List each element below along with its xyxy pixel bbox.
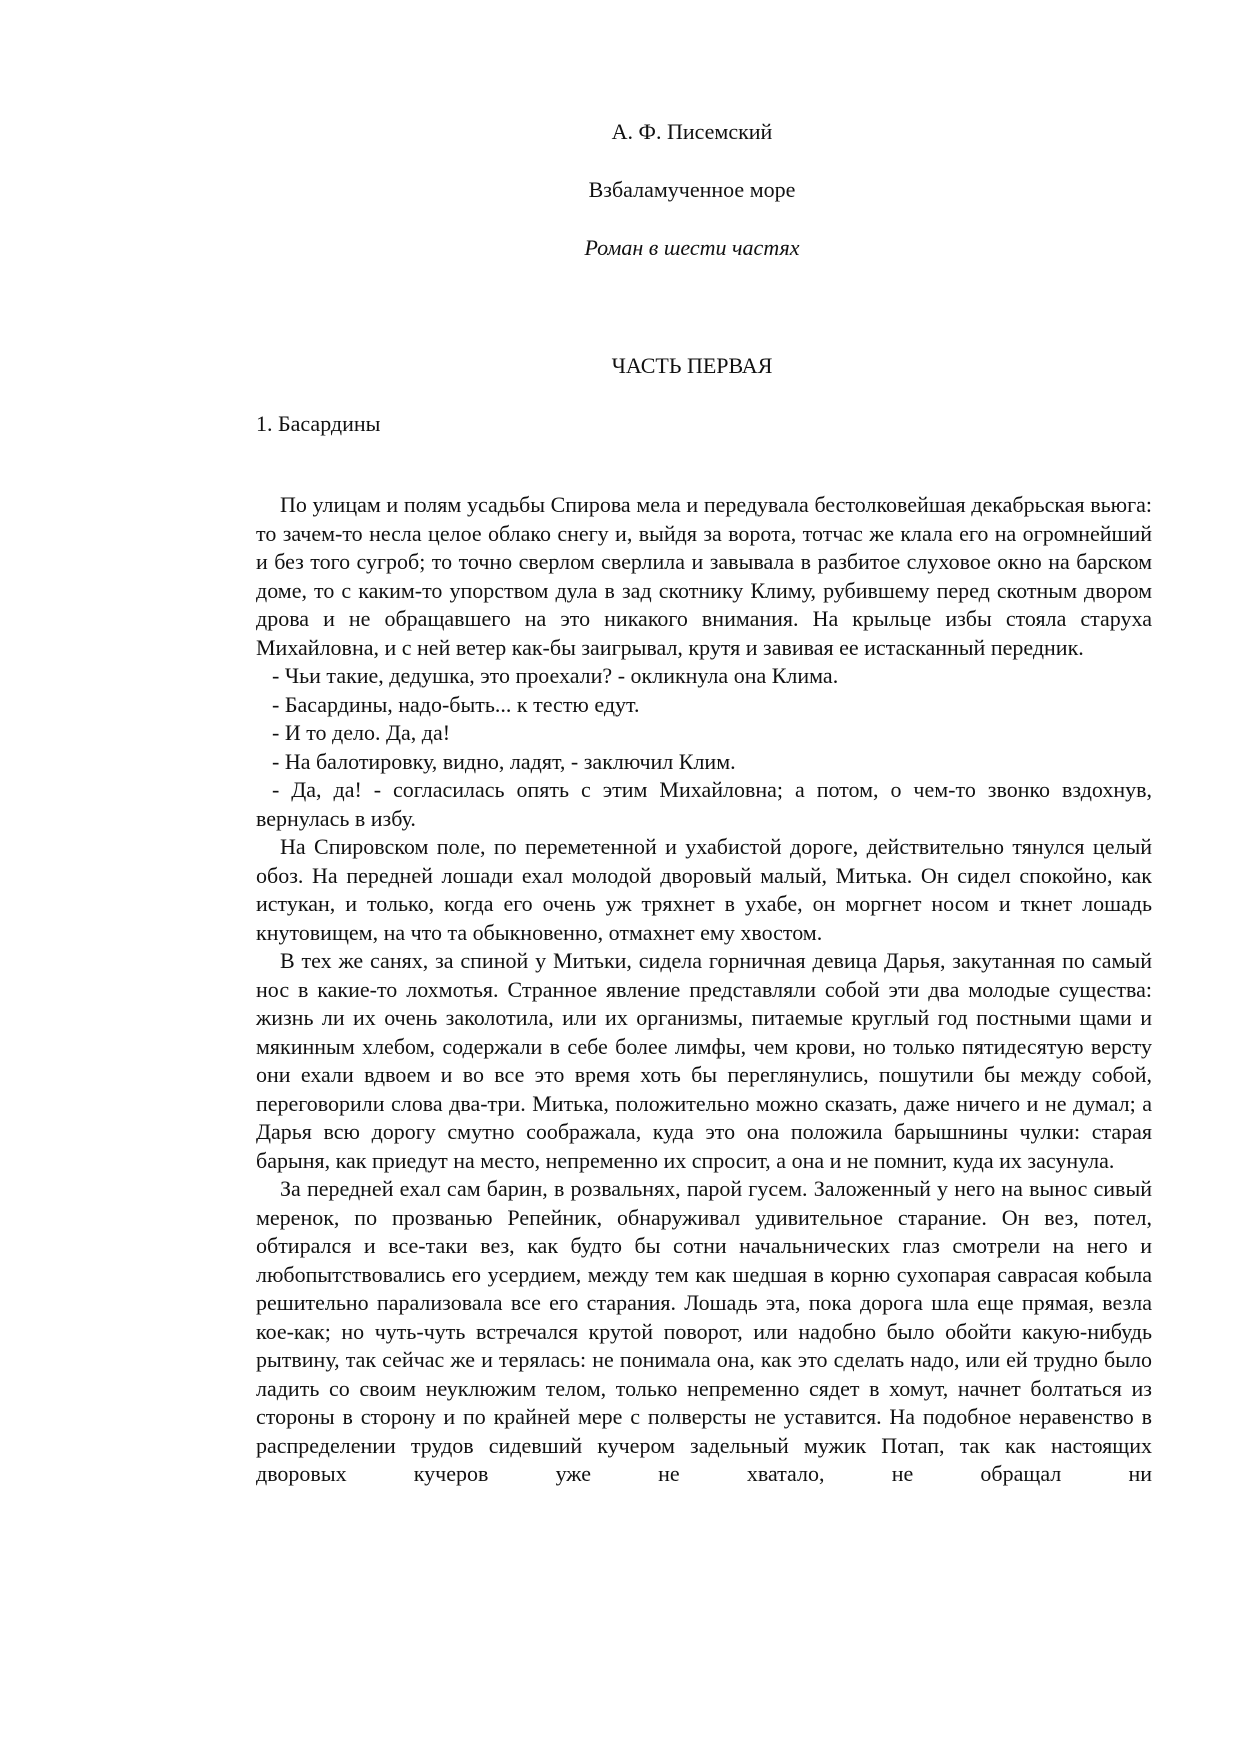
paragraph: На Спировском поле, по переметенной и ухабистой дороге, действительно тянулся целый обоз. На передней лошади ехал молодой дворовый малый, Митька. Он сидел спокойно, как истукан, и только, когда его очень уж тряхнет в ухабе, он моргнет носом и ткнет лошадь кнутовищем, на что та обыкновенно, отмахнет ему хвостом.	[256, 834, 1152, 945]
part-title: ЧАСТЬ ПЕРВАЯ	[611, 353, 773, 378]
dialogue-line: - Да, да! - согласилась опять с этим Михайловна; а потом, о чем-то звонко вздохнув, вернулась в избу.	[256, 777, 1152, 831]
dialogue-line: - Чьи такие, дедушка, это проехали? - окликнула она Клима.	[272, 663, 839, 688]
book-title: Взбаламученное море	[588, 177, 796, 202]
chapter-title: 1. Басардины	[256, 411, 381, 436]
author-name: А. Ф. Писемский	[611, 119, 773, 144]
body-text	[256, 491, 1152, 1489]
paragraph: В тех же санях, за спиной у Митьки, сидела горничная девица Дарья, закутанная по самый нос в какие-то лохмотья. Странное явление представляли собой эти два молодые существа: жизнь ли их очень заколотила, или их организмы, питаемые круглый год постными щами и мякинным хлебом, содержали в себе более лимфы, чем крови, но только пятидесятую версту они ехали вдвоем и во все это время хоть бы переглянулись, пошутили бы между собой, переговорили слова два-три. Митька, положительно можно сказать, даже ничего и не думал; а Дарья всю дорогу смутно соображала, куда это она положила барышнины чулки: старая барыня, как приедут на место, непременно их спросит, а она и не помнит, куда их засунула.	[256, 948, 1152, 1173]
paragraph: По улицам и полям усадьбы Спирова мела и передувала бестолковейшая декабрьская вьюга: то зачем-то несла целое облако снегу и, выйдя за ворота, тотчас же клала его на огромнейший и без того сугроб; то точно сверлом сверлила и завывала в разбитое слуховое окно на барском доме, то с каким-то упорством дула в зад скотнику Климу, рубившему перед скотным двором дрова и не обращавшего на это никакого внимания. На крыльце избы стояла старуха Михайловна, и с ней ветер как-бы заигрывал, крутя и завивая ее истасканный передник.	[256, 492, 1152, 660]
book-subtitle: Роман в шести частях	[584, 235, 800, 260]
dialogue-line: - На балотировку, видно, ладят, - заключил Клим.	[272, 748, 736, 774]
paragraph: За передней ехал сам барин, в розвальнях, парой гусем. Заложенный у него на вынос сивый меренок, по прозванью Репейник, обнаруживал удивительное старание. Он вез, потел, обтирался и все-таки вез, как будто бы сотни начальнических глаз смотрели на него и любопытствовались его усердием, между тем как шедшая в корню сухопарая саврасая кобыла решительно парализовала все его старания. Лошадь эта, пока дорога шла еще прямая, везла кое-как; но чуть-чуть встречался крутой поворот, или надобно было обойти какую-нибудь рытвину, так сейчас же и терялась: не понимала она, как это сделать надо, или ей трудно было ладить со своим неуклюжим телом, только непременно сядет в хомут, начнет болтаться из стороны в сторону и по крайней мере с полверсты не уставится. На подобное неравенство в распределении трудов сидевший кучером задельный мужик Потап, так как настоящих дворовых кучеров уже не хватало, не обращал ни	[256, 1176, 1152, 1486]
dialogue-line: - Басардины, надо-быть... к тестю едут.	[272, 691, 640, 717]
dialogue-line: - И то дело. Да, да!	[272, 720, 451, 745]
